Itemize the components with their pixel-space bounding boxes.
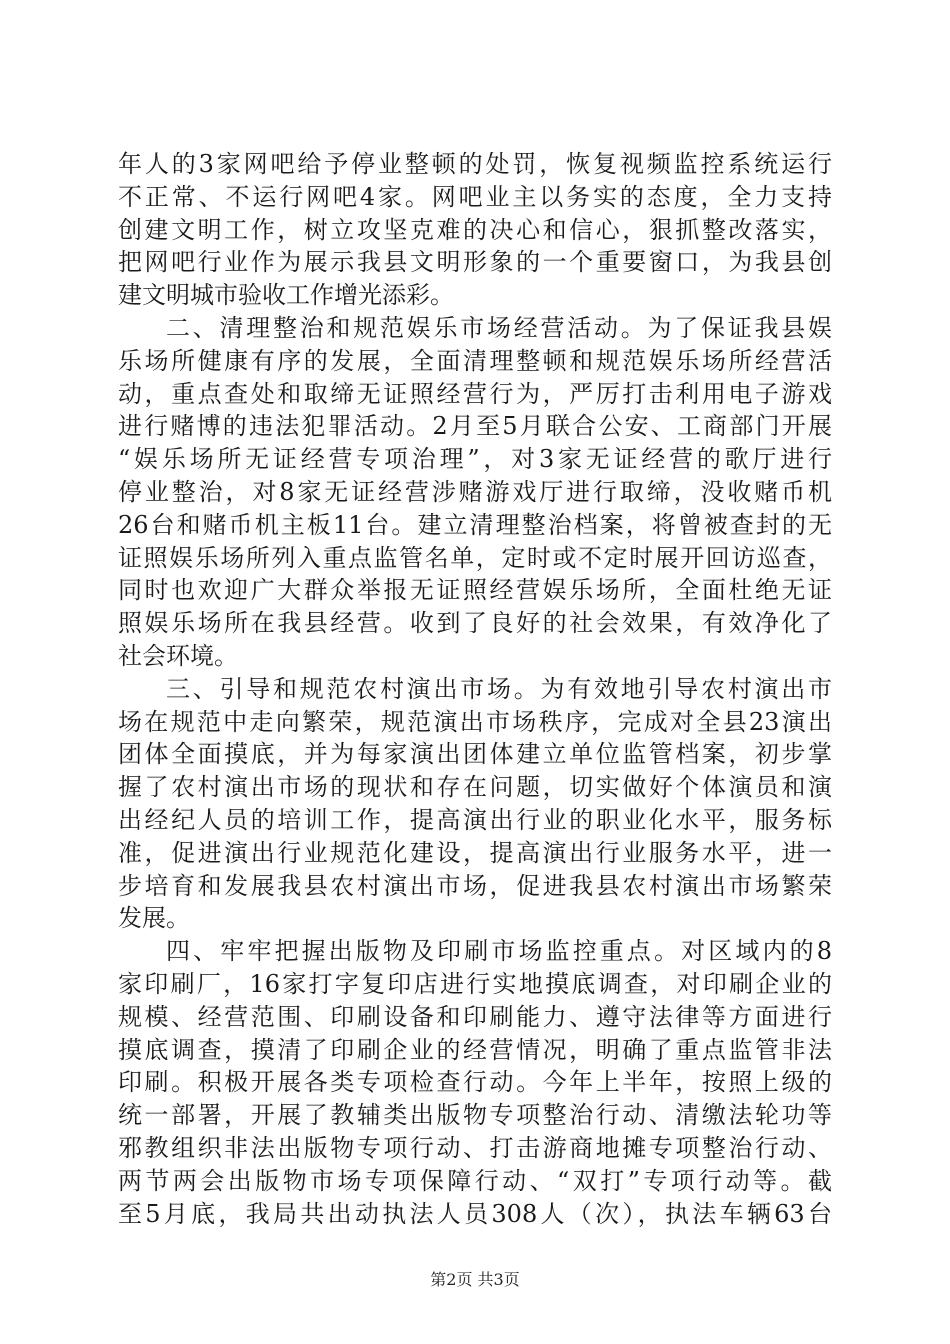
document-body bbox=[118, 148, 832, 1230]
text-line: 进行赌博的违法犯罪活动。2月至5月联合公安、工商部门开展 bbox=[118, 412, 832, 441]
text-line: 四、牢牢把握出版物及印刷市场监控重点。对区域内的8 bbox=[166, 937, 832, 966]
text-line: 场在规范中走向繁荣，规范演出市场秩序，完成对全县23演出 bbox=[118, 707, 832, 736]
text-line: 两节两会出版物市场专项保障行动、“双打”专项行动等。截 bbox=[118, 1166, 832, 1195]
text-line: 统一部署，开展了教辅类出版物专项整治行动、清缴法轮功等 bbox=[118, 1101, 832, 1130]
text-line: 动，重点查处和取缔无证照经营行为，严厉打击利用电子游戏 bbox=[118, 379, 832, 408]
text-line: 乐场所健康有序的发展，全面清理整顿和规范娱乐场所经营活 bbox=[118, 346, 832, 375]
text-line: 26台和赌币机主板11台。建立清理整治档案，将曾被查封的无 bbox=[118, 510, 832, 539]
text-line: 照娱乐场所在我县经营。收到了良好的社会效果，有效净化了 bbox=[118, 609, 832, 638]
text-line: 握了农村演出市场的现状和存在问题，切实做好个体演员和演 bbox=[118, 773, 832, 802]
text-line: 规模、经营范围、印刷设备和印刷能力、遵守法律等方面进行 bbox=[118, 1002, 832, 1031]
text-line: 家印刷厂，16家打字复印店进行实地摸底调查，对印刷企业的 bbox=[118, 969, 832, 998]
text-line: 同时也欢迎广大群众举报无证照经营娱乐场所，全面杜绝无证 bbox=[118, 576, 832, 605]
text-line: 三、引导和规范农村演出市场。为有效地引导农村演出市 bbox=[166, 674, 832, 703]
text-line: 准，促进演出行业规范化建设，提高演出行业服务水平，进一 bbox=[118, 838, 832, 867]
text-line: 创建文明工作，树立攻坚克难的决心和信心，狠抓整改落实， bbox=[118, 215, 832, 244]
text-line: 出经纪人员的培训工作，提高演出行业的职业化水平，服务标 bbox=[118, 805, 832, 834]
text-line: 证照娱乐场所列入重点监管名单，定时或不定时展开回访巡查， bbox=[118, 543, 832, 572]
text-line: 建文明城市验收工作增光添彩。 bbox=[118, 281, 454, 310]
text-line: 二、清理整治和规范娱乐市场经营活动。为了保证我县娱 bbox=[166, 313, 832, 342]
text-line: 社会环境。 bbox=[118, 641, 238, 670]
text-line: 发展。 bbox=[118, 904, 190, 933]
text-line: 年人的3家网吧给予停业整顿的处罚，恢复视频监控系统运行 bbox=[118, 150, 832, 178]
text-line: 不正常、不运行网吧4家。网吧业主以务实的态度，全力支持 bbox=[118, 182, 832, 211]
text-line: “娱乐场所无证经营专项治理”，对3家无证经营的歌厅进行 bbox=[118, 445, 832, 474]
text-line: 停业整治，对8家无证经营涉赌游戏厅进行取缔，没收赌币机 bbox=[118, 477, 832, 506]
text-line: 步培育和发展我县农村演出市场，促进我县农村演出市场繁荣 bbox=[118, 871, 832, 900]
text-line: 把网吧行业作为展示我县文明形象的一个重要窗口，为我县创 bbox=[118, 248, 832, 277]
text-line: 摸底调查，摸清了印刷企业的经营情况，明确了重点监管非法 bbox=[118, 1035, 832, 1064]
text-line: 团体全面摸底，并为每家演出团体建立单位监管档案，初步掌 bbox=[118, 740, 832, 769]
text-line: 印刷。积极开展各类专项检查行动。今年上半年，按照上级的 bbox=[118, 1068, 832, 1097]
page-footer: 第2页 共3页 bbox=[430, 1270, 520, 1289]
text-line: 邪教组织非法出版物专项行动、打击游商地摊专项整治行动、 bbox=[118, 1133, 832, 1162]
text-line: 至5月底，我局共出动执法人员308人（次），执法车辆63台 bbox=[118, 1199, 832, 1228]
